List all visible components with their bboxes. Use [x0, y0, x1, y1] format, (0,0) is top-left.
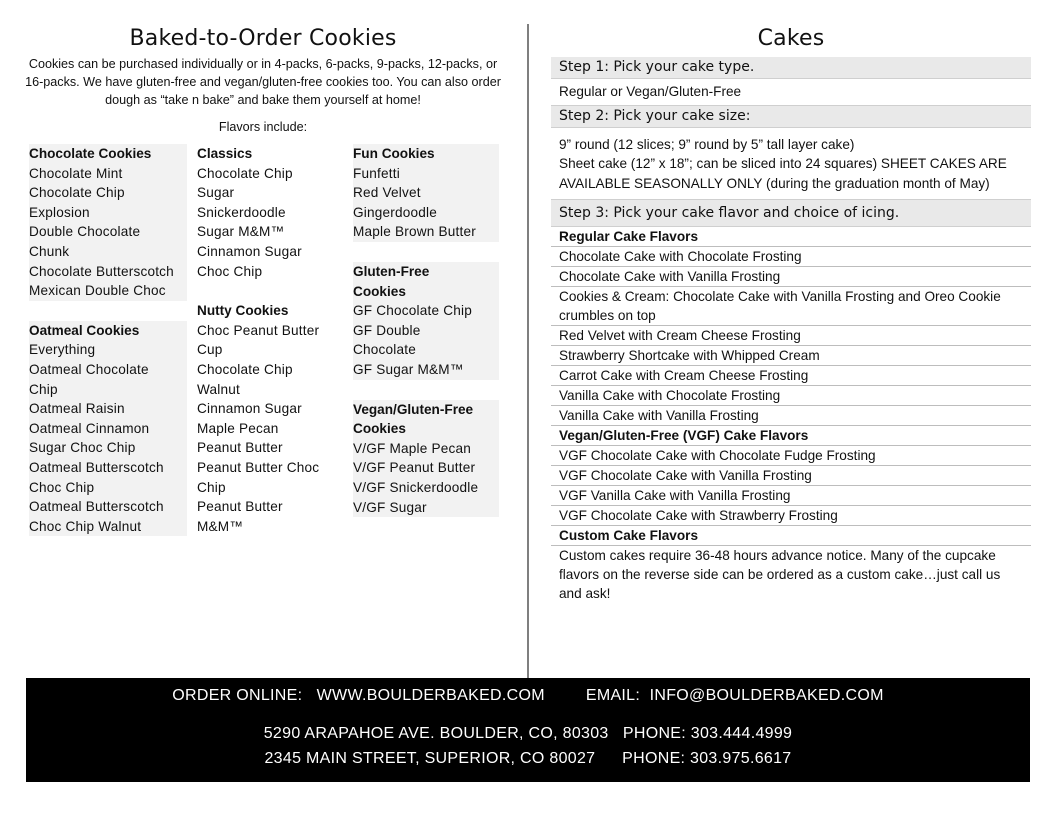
cake-flavor-item: Red Velvet with Cream Cheese Frosting [551, 326, 1031, 346]
cake-flavor-list [551, 227, 1031, 603]
cookie-flavor-item: Chunk [29, 243, 70, 259]
cookie-flavor-item: Choc Chip [29, 479, 95, 495]
cookie-group-heading: Fun Cookies [353, 146, 435, 161]
cake-flavor-item: VGF Chocolate Cake with Vanilla Frosting [551, 466, 1031, 486]
cake-flavor-item: Strawberry Shortcake with Whipped Cream [551, 346, 1031, 366]
website-link[interactable]: WWW.BOULDERBAKED.COM [316, 687, 545, 704]
cookie-flavor-item: M&M™ [197, 518, 244, 534]
cookie-flavor-item: Everything [29, 342, 96, 358]
cake-flavor-item: VGF Chocolate Cake with Chocolate Fudge Frosting [551, 446, 1031, 466]
cookie-flavor-item: V/GF Peanut Butter [353, 460, 476, 476]
cookie-group-heading: Nutty Cookies [197, 303, 289, 319]
superior-address: 2345 MAIN STREET, SUPERIOR, CO 80027 [264, 750, 596, 767]
cookie-flavor-item: Mexican Double Choc [29, 283, 166, 299]
cookie-flavor-item: Chip [197, 479, 226, 495]
cookie-group-heading: Chocolate Cookies [29, 146, 152, 161]
cookie-flavor-item: Explosion [29, 204, 90, 220]
regular-cake-heading: Regular Cake Flavors [551, 227, 1031, 247]
email-link[interactable]: INFO@BOULDERBAKED.COM [649, 687, 884, 704]
cookie-flavor-item: Snickerdoodle [197, 204, 286, 220]
flavors-include-label: Flavors include: [218, 120, 308, 134]
cookie-flavor-item: V/GF Sugar [353, 499, 427, 515]
cookie-flavor-item: Cinnamon Sugar [197, 243, 302, 259]
cookie-flavor-item: GF Sugar M&M™ [353, 361, 464, 377]
cake-flavor-item: Chocolate Cake with Chocolate Frosting [551, 247, 1031, 267]
cookie-flavor-item: Sugar Choc Chip [29, 440, 136, 456]
cookie-flavor-item: Maple Pecan [197, 420, 279, 436]
cookie-flavor-item: Choc Chip Walnut [29, 518, 142, 534]
step-1-body: Regular or Vegan/Gluten-Free [551, 79, 1031, 106]
cookie-flavor-item: GF Chocolate Chip [353, 303, 472, 319]
cookie-group-heading: Vegan/Gluten-Free [353, 401, 474, 417]
step-3-heading: Step 3: Pick your cake flavor and choice of icing. [551, 200, 1031, 227]
cookie-flavor-item: V/GF Snickerdoodle [353, 479, 479, 495]
cookie-group [29, 321, 187, 537]
cookie-flavor-item: Walnut [197, 381, 241, 397]
cookie-flavor-item: Oatmeal Chocolate [29, 361, 149, 377]
cookie-flavor-columns [22, 144, 504, 544]
column-divider [527, 24, 529, 678]
cookie-flavor-item: Chocolate [353, 342, 417, 358]
cookie-group [353, 262, 499, 380]
cookie-column-3 [353, 144, 499, 537]
cookie-flavor-item: Funfetti [353, 165, 400, 181]
order-online-label: ORDER ONLINE: [172, 687, 303, 704]
size-option-round: 9” round (12 slices; 9” round by 5” tall layer cake) [559, 136, 855, 152]
cookies-section [22, 22, 504, 544]
step-2-body [551, 128, 1031, 201]
cookie-flavor-item: Peanut Butter [197, 499, 283, 515]
cookies-intro: Cookies can be purchased individually or in 4-packs, 6-packs, 9-packs, 12-packs, or 16-packs. We have gluten-free and vegan/gluten-free cookies too. You can also order dough as “take n bake” and bake them yourself at home! [25, 57, 501, 107]
cookies-title: Baked-to-Order Cookies [129, 26, 397, 51]
cookie-flavor-item: Choc Chip [197, 263, 263, 279]
cookie-flavor-item: Sugar [197, 185, 235, 201]
cake-flavor-item: VGF Vanilla Cake with Vanilla Frosting [551, 486, 1031, 506]
cookie-flavor-item: Oatmeal Cinnamon [29, 420, 150, 436]
cookie-flavor-item: GF Double [353, 322, 421, 338]
cookie-group-heading: Gluten-Free [353, 263, 430, 279]
boulder-phone: PHONE: 303.444.4999 [622, 725, 793, 742]
contact-footer [26, 678, 1030, 782]
cookie-flavor-item: Cup [197, 342, 223, 358]
cookie-flavor-item: Chip [29, 381, 58, 397]
cookie-column-1 [29, 144, 187, 556]
cookie-flavor-item: Oatmeal Butterscotch [29, 499, 164, 515]
step-2-heading: Step 2: Pick your cake size: [551, 106, 1031, 128]
email-label: EMAIL: [585, 687, 641, 704]
footer-location-superior [26, 750, 1030, 768]
cookie-flavor-item: Oatmeal Butterscotch [29, 459, 164, 475]
cookie-group [197, 301, 345, 536]
cookie-group [353, 400, 499, 518]
cookie-flavor-item: Maple Brown Butter [353, 224, 476, 240]
cookie-flavor-item: Chocolate Mint [29, 165, 123, 181]
cakes-section [551, 22, 1031, 603]
superior-phone: PHONE: 303.975.6617 [622, 750, 792, 767]
cake-flavor-item: Vanilla Cake with Chocolate Frosting [551, 386, 1031, 406]
footer-online-line [26, 687, 1030, 705]
cookie-flavor-item: Gingerdoodle [353, 204, 438, 220]
cookie-group-heading: Oatmeal Cookies [29, 322, 140, 338]
cake-flavor-item: Chocolate Cake with Vanilla Frosting [551, 267, 1031, 287]
cookie-flavor-item: Chocolate Chip [197, 165, 293, 181]
cakes-title: Cakes [757, 26, 825, 51]
cookie-flavor-item: V/GF Maple Pecan [353, 440, 472, 456]
cookie-flavor-item: Red Velvet [353, 185, 421, 201]
cake-flavor-item: VGF Chocolate Cake with Strawberry Frosting [551, 506, 1031, 526]
cookie-flavor-item: Double Chocolate [29, 224, 141, 240]
footer-location-boulder [26, 725, 1030, 743]
cookie-group [197, 144, 345, 281]
cookie-group-heading: Cookies [353, 283, 406, 299]
step-1-heading: Step 1: Pick your cake type. [551, 57, 1031, 79]
cookie-group [29, 144, 187, 301]
cookie-flavor-item: Choc Peanut Butter [197, 322, 320, 338]
cake-flavor-item: Vanilla Cake with Vanilla Frosting [551, 406, 1031, 426]
cookie-flavor-item: Cinnamon Sugar [197, 401, 302, 417]
cookie-flavor-item: Chocolate Butterscotch [29, 263, 174, 279]
custom-cake-note: Custom cakes require 36-48 hours advance notice. Many of the cupcake flavors on the reverse side can be ordered as a custom cake…just call us and ask! [559, 548, 1001, 602]
cookie-column-2 [197, 144, 345, 556]
cake-flavor-item: Cookies & Cream: Chocolate Cake with Vanilla Frosting and Oreo Cookie crumbles on top [551, 287, 1031, 326]
boulder-address: 5290 ARAPAHOE AVE. BOULDER, CO, 80303 [263, 725, 609, 742]
cookie-flavor-item: Peanut Butter [197, 440, 283, 456]
cookie-flavor-item: Chocolate Chip [197, 361, 293, 377]
cake-flavor-item: Carrot Cake with Cream Cheese Frosting [551, 366, 1031, 386]
cookie-flavor-item: Chocolate Chip [29, 185, 125, 201]
cookie-group [353, 144, 499, 242]
cookie-group-heading: Classics [197, 146, 253, 161]
vgf-cake-heading: Vegan/Gluten-Free (VGF) Cake Flavors [551, 426, 1031, 446]
cookie-group-heading: Cookies [353, 421, 406, 437]
custom-cake-heading: Custom Cake Flavors [551, 526, 1031, 546]
cookie-flavor-item: Peanut Butter Choc [197, 459, 320, 475]
size-option-sheet: Sheet cake (12” x 18”; can be sliced into 24 squares) SHEET CAKES ARE AVAILABLE SEASONALLY ONLY (during the graduation month of May) [559, 156, 1007, 191]
cookie-flavor-item: Oatmeal Raisin [29, 401, 125, 417]
cookie-flavor-item: Sugar M&M™ [197, 224, 285, 240]
